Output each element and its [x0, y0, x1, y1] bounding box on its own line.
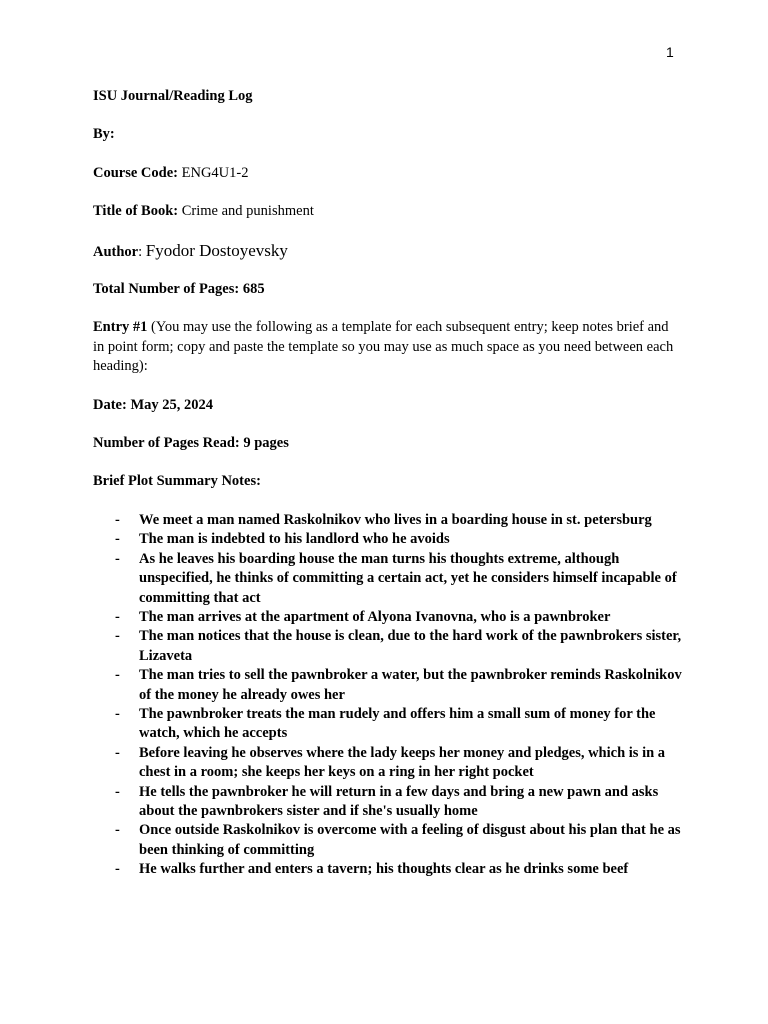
- entry-date: Date: May 25, 2024: [93, 396, 214, 413]
- list-item: [93, 550, 683, 608]
- document-title: ISU Journal/Reading Log: [93, 88, 253, 104]
- page-number: 1: [666, 44, 674, 60]
- entry-line: [93, 318, 683, 376]
- list-item-text: He walks further and enters a tavern; his thoughts clear as he drinks some beef: [139, 861, 629, 878]
- list-item: [93, 821, 683, 860]
- bullet-dash: -: [115, 705, 120, 722]
- list-item: [93, 744, 683, 783]
- total-pages: Total Number of Pages: 685: [93, 281, 265, 298]
- entry-instructions: (You may use the following as a template for each subsequent entry; keep notes brief and in point form; copy and paste the template so you may use as much space as you need between each heading):: [93, 319, 674, 375]
- list-item: [93, 511, 683, 530]
- book-title-label: Title of Book:: [93, 203, 179, 220]
- document-body: [93, 87, 683, 880]
- list-item: [93, 783, 683, 822]
- pages-read: Number of Pages Read: 9 pages: [93, 435, 289, 452]
- course-code-line: [93, 164, 683, 183]
- bullet-dash: -: [115, 744, 120, 761]
- bullet-dash: -: [115, 822, 120, 839]
- by-label: By:: [93, 126, 115, 143]
- plot-notes-list: [93, 511, 683, 880]
- list-item: [93, 627, 683, 666]
- author-value: Fyodor Dostoyevsky: [145, 240, 288, 260]
- list-item: [93, 705, 683, 744]
- list-item: [93, 608, 683, 627]
- list-item-text: Before leaving he observes where the lady keeps her money and pledges, which is in a chest in a room; she keeps her keys on a ring in her right pocket: [139, 744, 666, 781]
- list-item-text: The man is indebted to his landlord who he avoids: [139, 531, 450, 548]
- bullet-dash: -: [115, 511, 120, 528]
- list-item-text: He tells the pawnbroker he will return in a few days and bring a new pawn and asks about the pawnbrokers sister and if she's usually home: [139, 783, 659, 819]
- list-item: [93, 860, 683, 879]
- list-item-text: Once outside Raskolnikov is overcome with a feeling of disgust about his plan that he as been thinking of committing: [139, 822, 681, 858]
- list-item-text: As he leaves his boarding house the man turns his thoughts extreme, although unspecified, he thinks of committing a certain act, yet he considers himself incapable of committing that act: [139, 550, 677, 606]
- bullet-dash: -: [115, 861, 120, 878]
- bullet-dash: -: [115, 531, 120, 548]
- author-label: Author: [93, 243, 139, 260]
- course-code-label: Course Code:: [93, 164, 178, 181]
- summary-heading: Brief Plot Summary Notes:: [93, 473, 261, 490]
- author-colon: :: [138, 243, 143, 260]
- bullet-dash: -: [115, 550, 120, 567]
- entry-label: Entry #1: [93, 319, 148, 336]
- list-item: [93, 530, 683, 549]
- bullet-dash: -: [115, 667, 120, 684]
- list-item: [93, 666, 683, 705]
- book-title-line: [93, 202, 683, 221]
- list-item-text: The man tries to sell the pawnbroker a water, but the pawnbroker reminds Raskolnikov of the money he already owes her: [139, 667, 682, 703]
- list-item-text: We meet a man named Raskolnikov who lives in a boarding house in st. petersburg: [139, 511, 652, 528]
- bullet-dash: -: [115, 608, 120, 625]
- author-line: [93, 241, 683, 262]
- bullet-dash: -: [115, 783, 120, 800]
- course-code-value: ENG4U1-2: [181, 164, 249, 181]
- bullet-dash: -: [115, 628, 120, 645]
- list-item-text: The pawnbroker treats the man rudely and offers him a small sum of money for the watch, which he accepts: [139, 705, 656, 742]
- list-item-text: The man arrives at the apartment of Alyona Ivanovna, who is a pawnbroker: [139, 608, 611, 625]
- list-item-text: The man notices that the house is clean, due to the hard work of the pawnbrokers sister, Lizaveta: [139, 628, 682, 664]
- book-title-value: Crime and punishment: [181, 203, 314, 220]
